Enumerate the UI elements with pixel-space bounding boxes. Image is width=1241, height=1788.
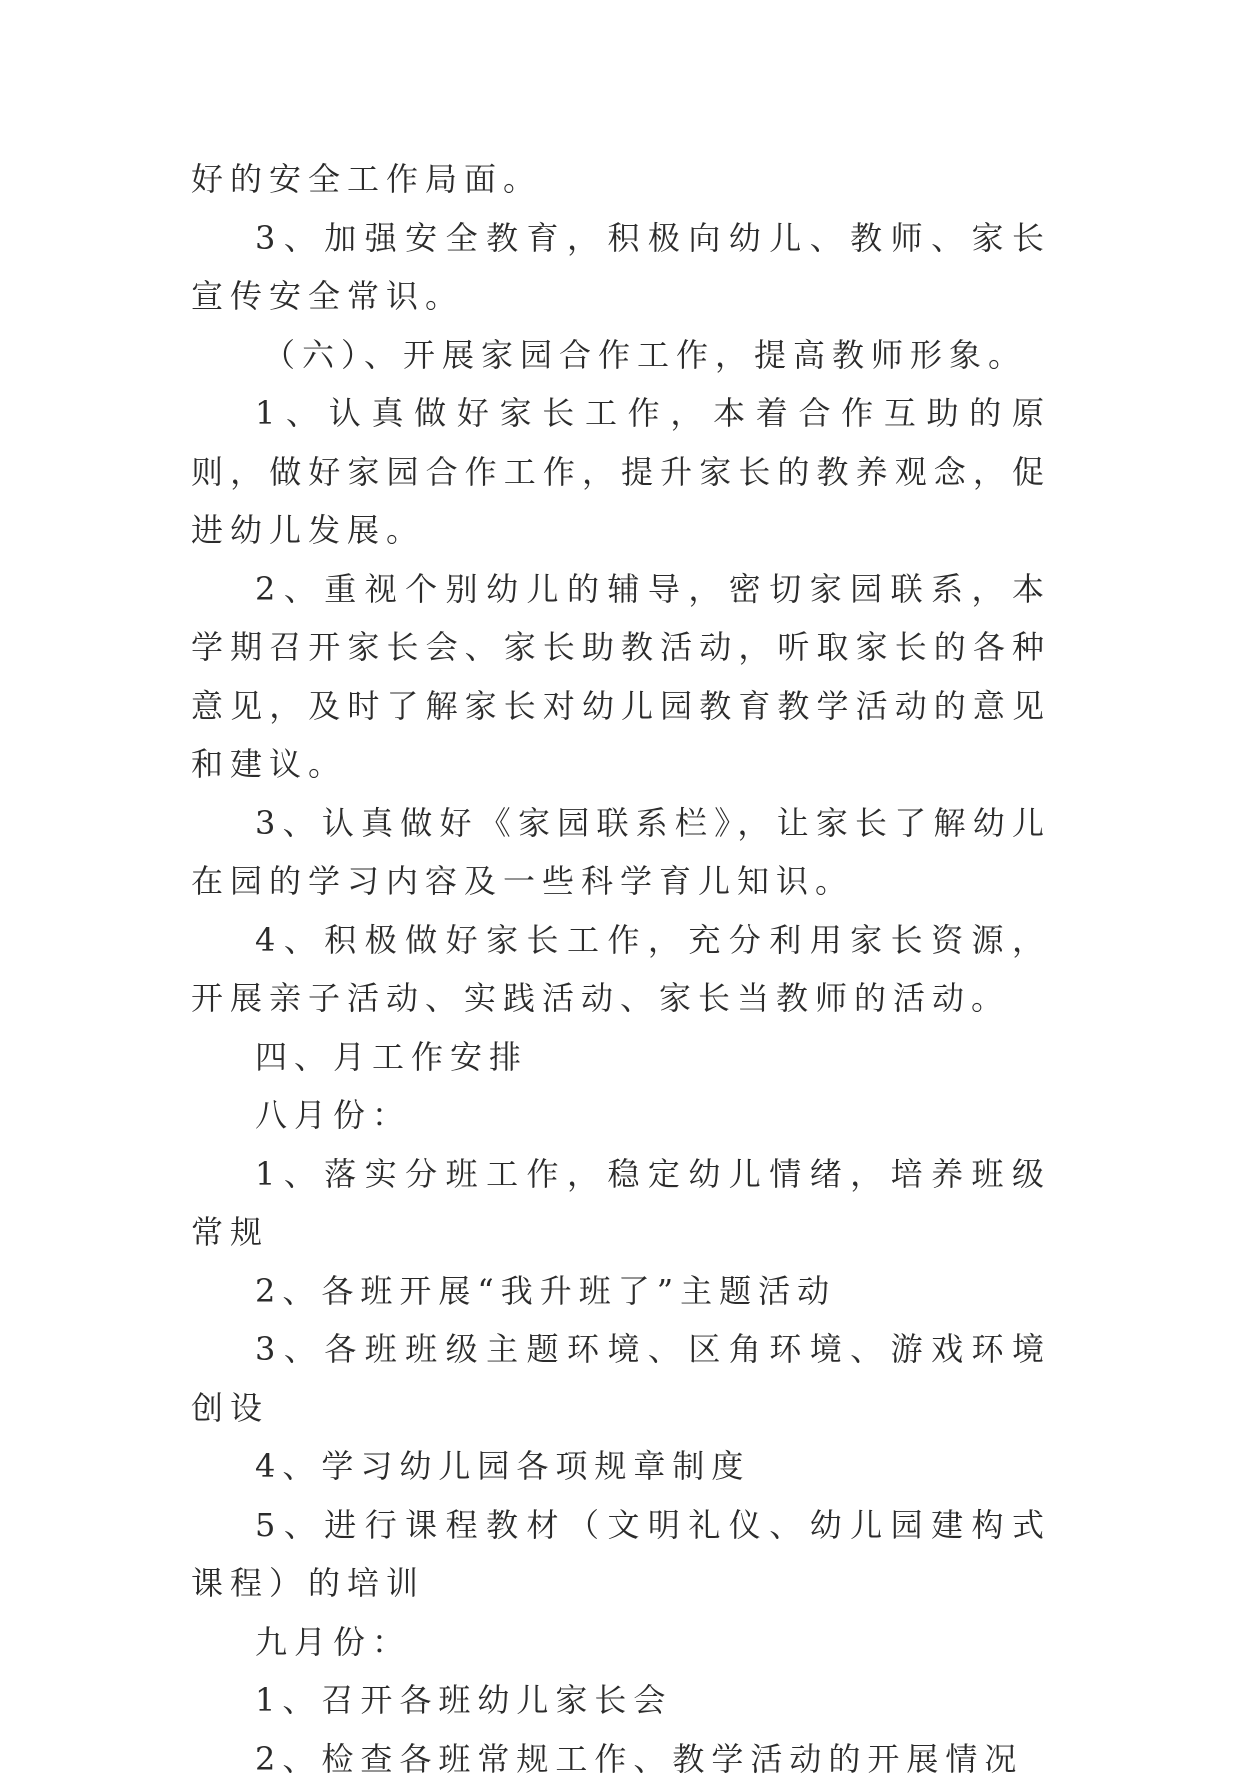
august-item-1: 1、落实分班工作，稳定幼儿情绪，培养班级常规: [191, 1145, 1051, 1262]
september-item-1: 1、召开各班幼儿家长会: [191, 1671, 1051, 1730]
month-heading-september: 九月份：: [191, 1613, 1051, 1672]
paragraph-home-school-item-3: 3、认真做好《家园联系栏》，让家长了解幼儿在园的学习内容及一些科学育儿知识。: [191, 794, 1051, 911]
paragraph-home-school-item-2: 2、重视个别幼儿的辅导，密切家园联系，本学期召开家长会、家长助教活动，听取家长的各种意见，及时了解家长对幼儿园教育教学活动的意见和建议。: [191, 560, 1051, 794]
august-item-2: 2、各班开展“我升班了”主题活动: [191, 1262, 1051, 1321]
section-heading-4: 四、月工作安排: [191, 1028, 1051, 1087]
paragraph-home-school-item-1: 1、认真做好家长工作，本着合作互助的原则，做好家园合作工作，提升家长的教养观念，促进幼儿发展。: [191, 384, 1051, 560]
september-item-2: 2、检查各班常规工作、教学活动的开展情况: [191, 1730, 1051, 1788]
month-heading-august: 八月份：: [191, 1086, 1051, 1145]
august-item-4: 4、学习幼儿园各项规章制度: [191, 1437, 1051, 1496]
august-item-3: 3、各班班级主题环境、区角环境、游戏环境创设: [191, 1320, 1051, 1437]
paragraph-continuation: 好的安全工作局面。: [191, 150, 1051, 209]
section-heading-6: （六）、开展家园合作工作，提高教师形象。: [191, 326, 1051, 385]
paragraph-safety-item-3: 3、加强安全教育，积极向幼儿、教师、家长宣传安全常识。: [191, 209, 1051, 326]
document-body: [191, 150, 1051, 1788]
august-item-5: 5、进行课程教材（文明礼仪、幼儿园建构式课程）的培训: [191, 1496, 1051, 1613]
paragraph-home-school-item-4: 4、积极做好家长工作，充分利用家长资源，开展亲子活动、实践活动、家长当教师的活动。: [191, 911, 1051, 1028]
